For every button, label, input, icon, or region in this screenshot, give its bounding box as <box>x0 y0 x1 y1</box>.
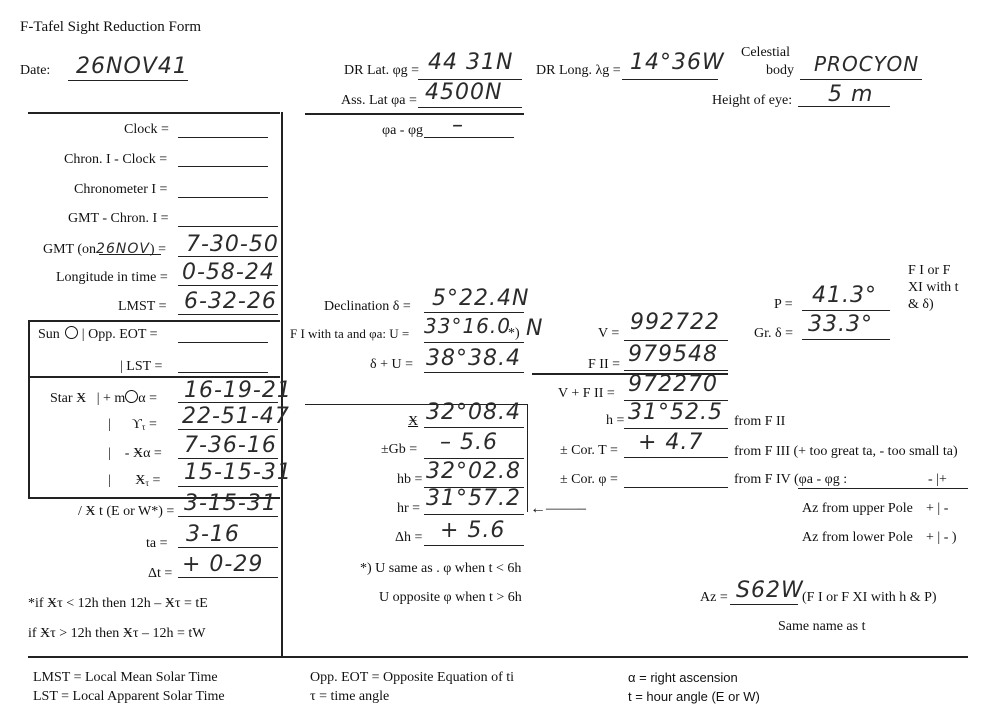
celestial-label: Celestial <box>741 45 790 60</box>
legend-tau: τ = time angle <box>310 689 390 704</box>
az-lower-pole: Az from lower Pole <box>802 530 913 545</box>
cor-phi-signs: - |+ <box>928 472 947 487</box>
xi-with-t-note: XI with t <box>908 280 959 295</box>
fi-u-value[interactable]: 33°16.0 <box>424 314 511 338</box>
gmt-value[interactable]: 7-30-50 <box>186 232 279 257</box>
v-value[interactable]: 992722 <box>630 310 720 335</box>
gmt-chron-label: GMT - Chron. I = <box>68 211 169 226</box>
lmst-label: LMST = <box>118 299 167 314</box>
declination-value[interactable]: 5°22.4N <box>432 286 530 311</box>
h-note: from F II <box>734 414 786 429</box>
az-note: (F I or F XI with h & P) <box>802 590 937 605</box>
hb-value[interactable]: 32°02.8 <box>426 459 521 484</box>
cor-phi-label: ± Cor. φ = <box>560 472 618 487</box>
dr-lat-value[interactable]: 44 31N <box>428 50 514 75</box>
cor-t-value[interactable]: + 4.7 <box>638 430 704 455</box>
p-value[interactable]: 41.3° <box>812 283 877 308</box>
note-u-same: *) U same as . φ when t < 6h <box>360 561 522 576</box>
cor-t-label: ± Cor. T = <box>560 443 618 458</box>
az-upper-pole: Az from upper Pole <box>802 501 913 516</box>
az-label: Az = <box>700 590 728 605</box>
phi-diff-value[interactable]: – <box>452 113 464 138</box>
star-t-value[interactable]: 3-15-31 <box>184 491 277 516</box>
star-tau-value[interactable]: 15-15-31 <box>184 460 292 485</box>
fi-or-f-note: F I or F <box>908 263 951 278</box>
cor-phi-note: from F IV (φa - φg : <box>734 472 848 487</box>
p-label: P = <box>774 297 793 312</box>
delta-h-label: Δh = <box>395 530 423 545</box>
height-of-eye-label: Height of eye: <box>712 93 793 108</box>
star-x-value[interactable]: 32°08.4 <box>426 400 521 425</box>
lst-label: | LST = <box>120 359 163 374</box>
gamma-tau-value[interactable]: 22-51-47 <box>182 404 290 429</box>
fi-u-star: *) <box>508 326 520 341</box>
ass-lat-label: Ass. Lat φa = <box>341 93 417 108</box>
circle-icon <box>125 390 138 403</box>
star-t-label: / Ӿ t (E or W*) = <box>78 504 175 519</box>
hb-label: hb = <box>397 472 423 487</box>
h-label: h = <box>606 413 625 428</box>
hr-label: hr = <box>397 501 421 516</box>
h-value[interactable]: 31°52.5 <box>628 400 723 425</box>
clock-label: Clock = <box>124 122 169 137</box>
gr-delta-value[interactable]: 33.3° <box>808 312 873 337</box>
dr-long-value[interactable]: 14°36W <box>630 50 725 75</box>
ta-value[interactable]: 3-16 <box>186 522 240 547</box>
chronometer-label: Chronometer I = <box>74 182 168 197</box>
delta-t-label: Δt = <box>148 566 173 581</box>
fi-u-ns[interactable]: N <box>526 316 544 341</box>
date-value[interactable]: 26NOV41 <box>76 54 188 79</box>
lmst-value[interactable]: 6-32-26 <box>184 289 277 314</box>
rule-east: *if Ӿτ < 12h then 12h – Ӿτ = tE <box>28 596 208 611</box>
same-name-note: Same name as t <box>778 619 866 634</box>
ass-lat-value[interactable]: 4500N <box>425 80 503 105</box>
phi-diff-label: φa - φg <box>382 123 424 138</box>
f2-value[interactable]: 979548 <box>628 342 718 367</box>
legend-lst: LST = Local Apparent Solar Time <box>33 689 225 704</box>
dr-lat-label: DR Lat. φg = <box>344 63 420 78</box>
minus-star-alpha-value[interactable]: 7-36-16 <box>184 433 277 458</box>
star-tau-label: | Ӿτ = <box>108 473 161 488</box>
arrow-left-icon: ←——– <box>530 500 586 517</box>
declination-label: Declination δ = <box>324 299 411 314</box>
az-value[interactable]: S62W <box>736 578 804 603</box>
cor-t-note: from F III (+ too great ta, - too small ta) <box>734 444 958 459</box>
star-label: Star Ӿ | + m α = <box>50 391 158 406</box>
delta-t-value[interactable]: + 0-29 <box>182 552 264 577</box>
legend-opp-eot: Opp. EOT = Opposite Equation of ti <box>310 670 515 685</box>
hr-value[interactable]: 31°57.2 <box>426 486 521 511</box>
delta-plus-u-value[interactable]: 38°38.4 <box>426 346 521 371</box>
delta-plus-u-label: δ + U = <box>370 357 413 372</box>
legend-t: t = hour angle (E or W) <box>628 689 760 704</box>
gr-delta-label: Gr. δ = <box>754 326 793 341</box>
az-lower-signs: + | - ) <box>926 530 957 545</box>
form-title: F-Tafel Sight Reduction Form <box>20 19 202 35</box>
rule-west: if Ӿτ > 12h then Ӿτ – 12h = tW <box>28 626 206 641</box>
v-label: V = <box>598 326 620 341</box>
legend-alpha: α = right ascension <box>628 670 738 685</box>
star-x-label: Ӿ <box>408 414 419 429</box>
height-of-eye-value[interactable]: 5 m <box>828 82 874 107</box>
m-alpha-value[interactable]: 16-19-21 <box>184 378 292 403</box>
longitude-in-time-label: Longitude in time = <box>56 270 168 285</box>
v-plus-f2-value[interactable]: 972270 <box>628 372 718 397</box>
sun-circle-icon <box>65 326 78 339</box>
chron-clock-label: Chron. I - Clock = <box>64 152 168 167</box>
fi-u-label: F I with ta and φa: U = <box>290 326 410 341</box>
and-delta-note: & δ) <box>908 297 934 312</box>
dr-long-label: DR Long. λg = <box>536 63 621 78</box>
gb-label: ±Gb = <box>381 442 418 457</box>
celestial-value[interactable]: PROCYON <box>814 52 920 76</box>
body-label: body <box>766 63 794 78</box>
note-u-opposite: U opposite φ when t > 6h <box>379 590 522 605</box>
date-label: Date: <box>20 63 51 78</box>
longitude-in-time-value[interactable]: 0-58-24 <box>182 260 275 285</box>
ta-label: ta = <box>146 536 168 551</box>
gb-value[interactable]: – 5.6 <box>440 430 498 455</box>
v-plus-f2-label: V + F II = <box>558 386 615 401</box>
delta-h-value[interactable]: + 5.6 <box>440 518 506 543</box>
az-upper-signs: + | - <box>926 501 949 516</box>
minus-star-alpha-label: | - Ӿα = <box>108 446 162 461</box>
sun-label: Sun | Opp. EOT = <box>38 327 158 342</box>
legend-lmst: LMST = Local Mean Solar Time <box>33 670 218 685</box>
f2-label: F II = <box>588 357 621 372</box>
gmt-on-label: GMT (on26NOV) = <box>43 241 166 257</box>
gamma-tau-label: | ϒτ = <box>108 417 157 432</box>
